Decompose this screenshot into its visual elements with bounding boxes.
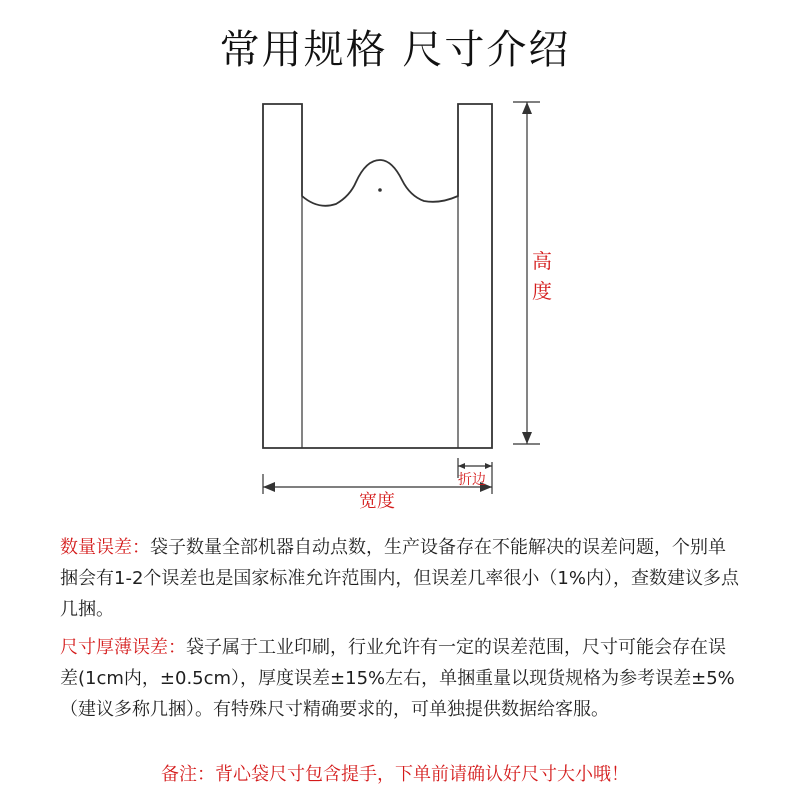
height-label-char-1: 高	[532, 249, 552, 273]
remark-note: 备注：背心袋尺寸包含提手，下单前请确认好尺寸大小哦！	[161, 764, 629, 785]
height-label-char-2: 度	[532, 279, 552, 303]
size-error-paragraph	[60, 632, 740, 725]
quantity-error-text: 袋子数量全部机器自动点数，生产设备存在不能解决的误差问题，个别单捆会有1-2个误差也是国家标准允许范围内，但误差几率很小（1%内），查数建议多点几捆。	[60, 537, 739, 620]
fold-label: 折边	[458, 472, 486, 488]
width-label: 宽度	[359, 491, 395, 512]
height-dimension	[513, 102, 540, 444]
hang-hole	[378, 188, 382, 192]
size-error-label: 尺寸厚薄误差：	[60, 637, 186, 658]
size-error-text: 袋子属于工业印刷，行业允许有一定的误差范围，尺寸可能会存在误差(1cm内，±0.5cm），厚度误差±15%左右，单捆重量以现货规格为参考误差±5%（建议多称几捆）。有特殊尺寸精确要求的，可单独提供数据给客服。	[60, 637, 735, 720]
quantity-error-paragraph	[60, 532, 740, 625]
page-title: 常用规格 尺寸介绍	[219, 27, 571, 73]
quantity-error-label: 数量误差：	[60, 537, 150, 558]
